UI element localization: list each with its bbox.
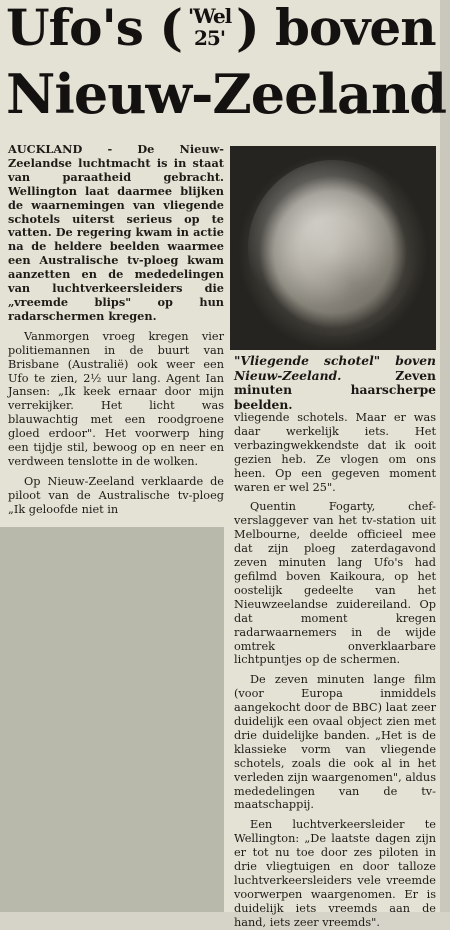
blank-area: [0, 527, 224, 912]
paragraph-2-continued: vliegende schotels. Maar er was daar werkelijk iets. Het verbazingwekkendste dat ik ooit gezien heb. Ze vlogen om ons heen. Op een gegeven moment waren er wel 25".: [234, 411, 436, 494]
headline-line-1: [6, 0, 436, 58]
column-left: [8, 143, 224, 517]
headline-line-2: Nieuw-Zeeland: [6, 62, 447, 126]
caption-rest: Zeven minuten haarscherpe beelden.: [234, 367, 436, 412]
headline-part-b: ) boven: [235, 0, 436, 57]
lead-paragraph: AUCKLAND - De Nieuw-Zeelandse luchtmacht is in staat van paraatheid gebracht. Wellington laat daarmee blijken de waarnemingen van vliegende schotels uiterst serieus op te vatten. De regering kwam in actie na de heldere beelden waarmee een Australische tv-ploeg kwam aanzetten en de mededelingen van luchtverkeersleiders die „vreemde blips" op hun radarschermen kregen.: [8, 142, 224, 323]
paragraph-4: De zeven minuten lange film (voor Europa inmiddels aangekocht door de BBC) laat zeer duidelijk een ovaal object zien met drie duidelijke banden. „Het is de klassieke vorm van vliegende schotels, zoals die ook al in het verleden zijn waargenomen", aldus mededelingen van de tv-maatschappij.: [234, 673, 436, 812]
headline-inset: [182, 0, 236, 52]
headline-inset-bottom: 25': [193, 26, 225, 50]
column-right: [234, 411, 436, 930]
caption-quote: "Vliegende schotel" boven Nieuw-Zeeland.: [234, 353, 436, 383]
headline-inset-top: 'Wel: [187, 4, 232, 28]
paragraph-1: Vanmorgen vroeg kregen vier politiemannen in de buurt van Brisbane (Australië) ook weer een Ufo te zien, 2½ uur lang. Agent Ian Jansen: „Ik keek ernaar door mijn verrekijker. Het licht was blauwachtig met een roodgroene gloed erdoor". Het voorwerp hing een tijdje stil, bewoog op en neer en verdween tenslotte in de wolken.: [8, 329, 224, 468]
headline-part-a: Ufo's (: [6, 0, 182, 57]
ufo-photo: [230, 146, 436, 350]
paragraph-2: Op Nieuw-Zeeland verklaarde de piloot van de Australische tv-ploeg „Ik geloofde niet in: [8, 474, 224, 516]
photo-caption: [234, 354, 436, 412]
paragraph-5: Een luchtverkeersleider te Wellington: „De laatste dagen zijn er tot nu toe door zes piloten in drie vliegtuigen en door talloze luchtverkeersleiders vele vreemde voorwerpen waargenomen. Er is duidelijk iets vreemds aan de hand, iets zeer vreemds".: [234, 818, 436, 929]
paragraph-3: Quentin Fogarty, chef-verslaggever van het tv-station uit Melbourne, deelde officieel mee dat zijn ploeg zaterdagavond zeven minuten lang Ufo's had gefilmd boven Kaikoura, op het oostelijk gedeelte van het Nieuwzeelandse zuidereiland. Op dat moment kregen radarwaarnemers in de wijde omtrek onverklaarbare lichtpuntjes op de schermen.: [234, 500, 436, 667]
page-edge: [440, 0, 450, 912]
